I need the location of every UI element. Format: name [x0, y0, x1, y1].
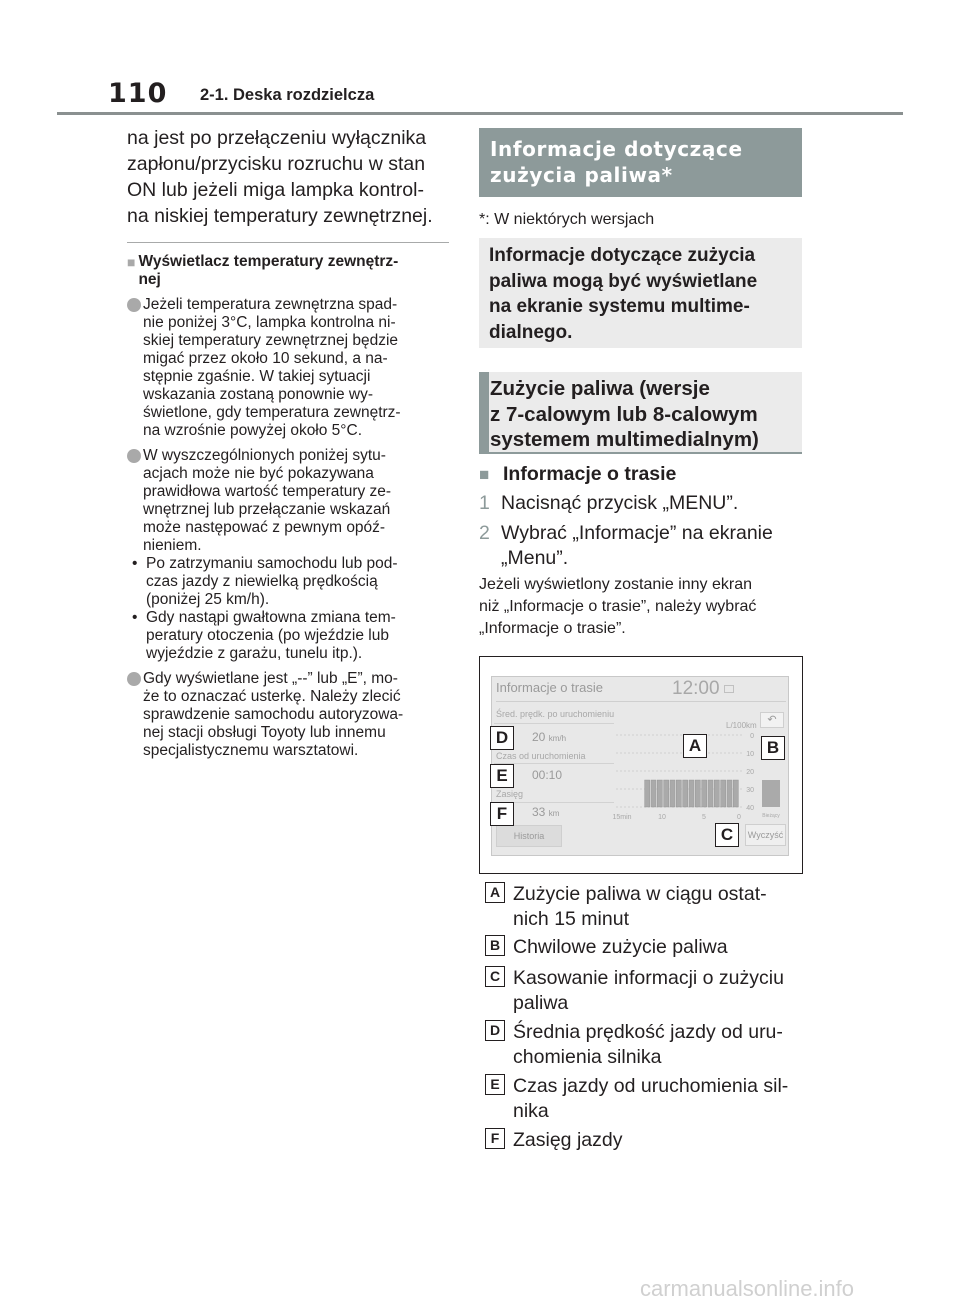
bar — [664, 780, 669, 807]
header-rule — [57, 112, 903, 115]
text-line: może następować z pewnym opóź- — [143, 519, 386, 536]
round-bullet-icon — [127, 449, 141, 463]
round-bullet-icon — [127, 298, 141, 312]
text-line: Kasowanie informacji o zużyciu — [513, 967, 784, 989]
bar — [733, 780, 738, 807]
lead-paragraph — [127, 125, 449, 229]
text-line: migać przez około 10 sekund, a na- — [143, 350, 388, 367]
round-bullet-icon — [127, 672, 141, 686]
callout-e: E — [490, 764, 514, 788]
text-line: „Informacje o trasie”. — [479, 620, 626, 637]
current-bar — [762, 780, 780, 807]
legend-key: D — [485, 1020, 505, 1041]
text-line: wnętrznej lub przełączanie wskazań — [143, 501, 391, 518]
text-line: wskazania zostaną ponownie wy- — [143, 386, 374, 403]
time-value: 00:10 — [532, 768, 563, 782]
legend-item-d — [485, 1020, 805, 1070]
text-line: na niskiej temperatury zewnętrznej. — [127, 205, 433, 227]
bar — [676, 780, 681, 807]
history-button[interactable]: Historia — [496, 825, 562, 847]
text-line: na jest po przełączeniu wyłącznika — [127, 127, 427, 149]
text-line: że to oznaczać usterkę. Należy zlecić — [143, 688, 401, 705]
screen-clock: 12:00 — [672, 678, 720, 699]
text-line: systemem multimedialnym) — [490, 428, 759, 451]
callout-b: B — [761, 736, 785, 760]
value-text: 33 — [532, 805, 546, 819]
text-line: z 7-calowym lub 8-calowym — [490, 402, 758, 426]
text-line: Jeżeli wyświetlony zostanie inny ekran — [479, 576, 753, 593]
bullet-marker: • — [132, 555, 138, 572]
watermark: carmanualsonline.info — [640, 1276, 855, 1301]
text-line: Po zatrzymaniu samochodu lub pod- — [146, 555, 398, 572]
legend-key: F — [485, 1128, 505, 1149]
fuel-chart — [492, 677, 789, 856]
screen-title: Informacje o trasie — [496, 680, 603, 695]
subheading-outside-temp — [127, 253, 449, 289]
text-line: peratury otoczenia (po wjeździe lub — [146, 627, 389, 644]
text-line: dialnego. — [489, 321, 573, 343]
legend-key: B — [485, 935, 505, 956]
bar — [645, 780, 650, 807]
text-line: niż „Informacje o trasie”, należy wybrać — [479, 598, 757, 615]
y-tick-label: 30 — [746, 787, 754, 794]
text-line: sprawdzenie samochodu autoryzowa- — [143, 706, 404, 723]
callout-f: F — [490, 802, 514, 826]
text-line: (poniżej 25 km/h). — [146, 591, 270, 608]
trip-info-screen — [491, 676, 789, 856]
text-line: chomienia silnika — [513, 1046, 662, 1068]
back-icon[interactable]: ↶ — [760, 712, 784, 728]
x-tick-label: 5 — [702, 814, 706, 821]
text-line: Informacje dotyczące — [490, 137, 743, 161]
y-tick-label: 10 — [746, 751, 754, 758]
legend-item-f — [485, 1128, 805, 1153]
intro-box — [479, 238, 802, 348]
text-line: Czas jazdy od uruchomienia sil- — [513, 1075, 789, 1097]
x-tick-label: 0 — [737, 814, 741, 821]
callout-c: C — [715, 823, 739, 847]
text-line: zapłonu/przycisku rozruchu w stan — [127, 153, 426, 175]
bar — [721, 780, 726, 807]
legend-item-b — [485, 935, 805, 960]
separator — [127, 242, 449, 243]
text-line: Wybrać „Informacje” na ekranie — [501, 522, 773, 544]
unit-text: km/h — [548, 734, 567, 743]
paragraph-temp-low — [127, 296, 449, 440]
fuel-info-heading — [479, 128, 802, 197]
bar — [702, 780, 707, 807]
step-number: 2 — [479, 522, 490, 544]
text-line: nich 15 minut — [513, 908, 629, 930]
text-line: „Menu”. — [501, 547, 569, 569]
bar — [657, 780, 662, 807]
bar — [683, 780, 688, 807]
text-line: specjalistycznemu warsztatowi. — [143, 742, 359, 759]
text-line: nej — [138, 271, 161, 288]
legend-item-a — [485, 882, 805, 932]
section-title: 2-1. Deska rozdzielcza — [200, 86, 375, 104]
range-label: Zasięg — [496, 789, 524, 799]
x-tick-label: 15min — [612, 814, 632, 821]
text-line: acjach może nie być pokazywana — [143, 465, 374, 482]
bar — [708, 780, 713, 807]
text-line: Średnia prędkość jazdy od uru- — [513, 1021, 783, 1043]
other-screen-note — [479, 574, 802, 640]
step-text: Nacisnąć przycisk „MENU”. — [501, 492, 739, 514]
unit-label: L/100km — [726, 721, 757, 730]
text-line: W wyszczególnionych poniżej sytu- — [143, 447, 386, 464]
text-line: na wzrośnie powyżej około 5°C. — [143, 422, 362, 439]
text-line: nika — [513, 1100, 549, 1122]
text-line: ON lub jeżeli miga lampka kontrol- — [127, 179, 424, 201]
callout-d: D — [490, 726, 514, 750]
text-line: czas jazdy z niewielką prędkością — [146, 573, 378, 590]
bar — [727, 780, 732, 807]
legend-item-e — [485, 1074, 805, 1124]
paragraph-situations — [127, 447, 449, 555]
text-line: paliwa mogą być wyświetlane — [489, 270, 758, 292]
text-line: Wyświetlacz temperatury zewnętrz- — [138, 253, 399, 270]
text-line: Zasięg jazdy — [513, 1129, 623, 1151]
text-line: skiej temperatury zewnętrznej będzie — [143, 332, 399, 349]
text-line: nej stacji obsługi Toyoty lub innemu — [143, 724, 386, 741]
square-bullet-icon: ■ — [479, 465, 490, 484]
text-line: Jeżeli temperatura zewnętrzna spad- — [143, 296, 398, 313]
step-2 — [479, 521, 802, 571]
step-number: 1 — [479, 492, 490, 514]
text-line: Chwilowe zużycie paliwa — [513, 936, 728, 958]
text-line: Informacje dotyczące zużycia — [489, 245, 756, 266]
legend-item-c — [485, 966, 805, 1016]
text-line: prawidłowa wartość temperatury ze- — [143, 483, 392, 500]
x-tick-label: 10 — [658, 814, 666, 821]
legend-key: E — [485, 1074, 505, 1095]
text-line: na ekranie systemu multime- — [489, 296, 750, 317]
bar — [651, 780, 656, 807]
bullet-item — [127, 555, 449, 609]
trip-info-heading — [479, 462, 802, 487]
text-line: stępnie zgaśnie. W takiej sytuacji — [143, 368, 371, 385]
text-line: Gdy nastąpi gwałtowna zmiana tem- — [146, 609, 396, 626]
text-line: nieniem. — [143, 537, 202, 554]
unit-text: km — [548, 809, 560, 818]
bullet-marker: • — [132, 609, 138, 626]
clear-button[interactable]: Wyczyść — [745, 824, 786, 846]
heading-text: Informacje o trasie — [503, 463, 677, 485]
square-bullet-icon: ■ — [127, 254, 136, 270]
text-line: wyjeździe z garażu, tunelu itp.). — [146, 645, 363, 662]
bar — [670, 780, 675, 807]
bar — [695, 780, 700, 807]
text-line: świetlone, gdy temperatura zewnętrz- — [143, 404, 401, 421]
y-tick-label: 0 — [750, 733, 754, 740]
callout-a: A — [683, 734, 707, 758]
section-heading-multimedia — [479, 372, 802, 454]
step-1 — [479, 491, 802, 516]
text-line: Gdy wyświetlane jest „--” lub „E”, mo- — [143, 670, 398, 687]
bullet-item — [127, 609, 449, 663]
text-line: Zużycie paliwa w ciągu ostat- — [513, 883, 767, 905]
page-number: 110 — [108, 78, 168, 109]
text-line: zużycia paliwa* — [490, 163, 673, 187]
version-note: *: W niektórych wersjach — [479, 211, 655, 228]
bar — [689, 780, 694, 807]
paragraph-malfunction — [127, 670, 449, 760]
legend-key: C — [485, 966, 505, 987]
y-tick-label: 40 — [746, 805, 754, 812]
text-line: paliwa — [513, 992, 569, 1014]
text-line: Zużycie paliwa (wersje — [490, 377, 710, 400]
text-line: nie poniżej 3°C, lampka kontrolna ni- — [143, 314, 396, 331]
time-label: Czas od uruchomienia — [496, 751, 586, 761]
left-column — [127, 125, 449, 760]
legend-key: A — [485, 882, 505, 903]
current-label: Bieżący — [762, 813, 780, 819]
value-text: 20 — [532, 730, 546, 744]
avg-speed-label: Śred. prędk. po uruchomieniu — [496, 709, 615, 719]
bar — [714, 780, 719, 807]
y-tick-label: 20 — [746, 769, 754, 776]
